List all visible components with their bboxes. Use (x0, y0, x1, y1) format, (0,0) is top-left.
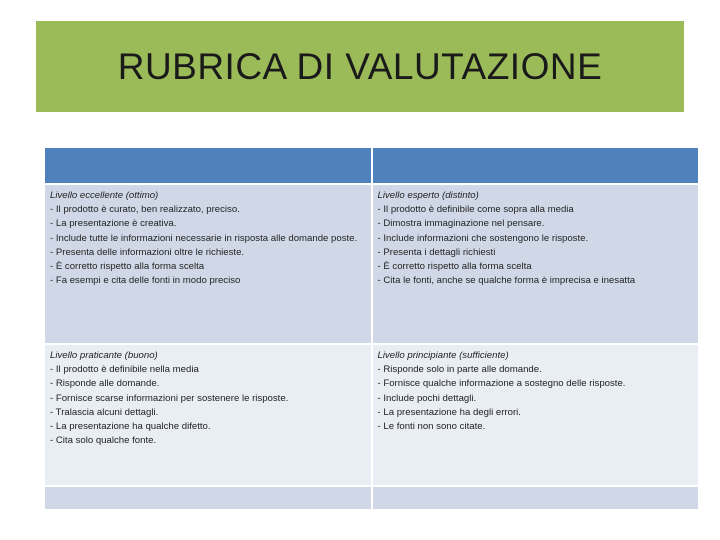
table-row (44, 344, 699, 486)
level-title: Livello principiante (sufficiente) (377, 350, 509, 361)
criterion: - Il prodotto è curato, ben realizzato, preciso. (50, 204, 240, 216)
header-cell (44, 147, 372, 184)
criterion: - È corretto rispetto alla forma scelta (377, 261, 532, 273)
header-cell (372, 147, 700, 184)
rubric-cell-eccellente (44, 184, 372, 344)
criterion: - Include tutte le informazioni necessarie in risposta alle domande poste. (50, 232, 358, 244)
criterion: - Fornisce qualche informazione a sostegno delle risposte. (377, 378, 626, 390)
level-title: Livello eccellente (ottimo) (50, 190, 159, 201)
criterion: - Include pochi dettagli. (377, 392, 477, 404)
criterion: - La presentazione ha qualche difetto. (50, 421, 211, 433)
criteria-list (50, 203, 366, 288)
criterion: - Fornisce scarse informazioni per sostenere le risposte. (50, 392, 289, 404)
level-title: Livello praticante (buono) (50, 350, 158, 361)
criteria-list (378, 203, 694, 288)
footer-cell (44, 486, 372, 510)
criterion: - Include informazioni che sostengono le risposte. (377, 232, 589, 244)
rubric-table (43, 146, 700, 511)
criterion: - Il prodotto è definibile nella media (50, 364, 199, 376)
criteria-list (378, 363, 694, 434)
level-title: Livello esperto (distinto) (377, 190, 479, 201)
criterion: - Cita solo qualche fonte. (50, 435, 157, 447)
criterion: - Tralascia alcuni dettagli. (50, 406, 159, 418)
page-title: RUBRICA DI VALUTAZIONE (117, 45, 603, 87)
rubric-cell-esperto (372, 184, 700, 344)
rubric-cell-praticante (44, 344, 372, 486)
criterion: - È corretto rispetto alla forma scelta (50, 261, 205, 273)
criterion: - Presenta delle informazioni oltre le richieste. (50, 246, 245, 258)
title-banner (36, 21, 684, 112)
criterion: - Risponde solo in parte alle domande. (377, 364, 542, 376)
criterion: - La presentazione è creativa. (50, 218, 177, 230)
criterion: - Cita le fonti, anche se qualche forma è imprecisa e inesatta (377, 275, 636, 287)
criterion: - Presenta i dettagli richiesti (377, 246, 496, 258)
criteria-list (50, 363, 366, 448)
rubric-cell-principiante (372, 344, 700, 486)
criterion: - La presentazione ha degli errori. (377, 406, 521, 418)
criterion: - Risponde alle domande. (50, 378, 160, 390)
criterion: - Dimostra immaginazione nel pensare. (377, 218, 545, 230)
criterion: - Fa esempi e cita delle fonti in modo preciso (50, 275, 241, 287)
footer-cell (372, 486, 700, 510)
criterion: - Il prodotto è definibile come sopra alla media (377, 204, 574, 216)
criterion: - Le fonti non sono citate. (377, 421, 486, 433)
table-header-row (44, 147, 699, 184)
table-row (44, 184, 699, 344)
table-footer-row (44, 486, 699, 510)
